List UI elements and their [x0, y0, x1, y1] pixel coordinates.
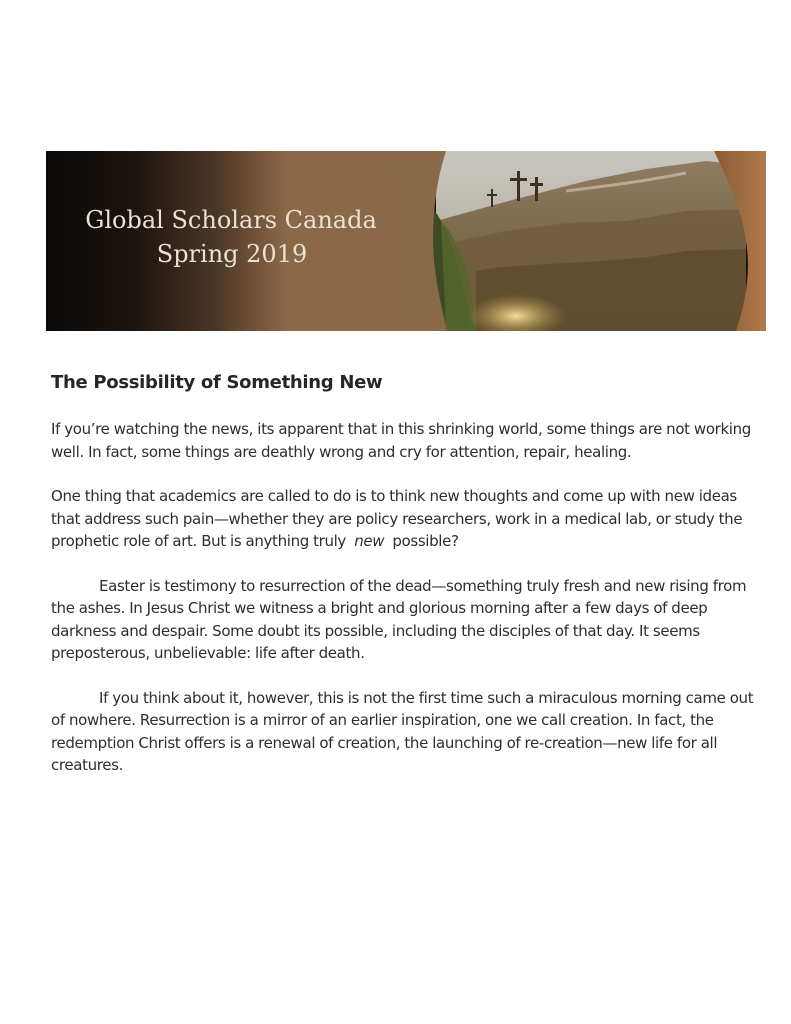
header-banner: [46, 151, 766, 331]
paragraph-4: If you think about it, however, this is not the first time such a miraculous morning came out of nowhere. Resurrection is a mirror of an earlier inspiration, one we call creation. In fact, the redemption Christ offers is a renewal of creation, the launching of re-creation—new life for all creatures.: [51, 688, 754, 774]
banner-title: [82, 203, 382, 271]
paragraph-2-text: One thing that academics are called to do is to think new thoughts and come up with new ideas that address such pain—whether they are policy researchers, work in a medical lab, or study the prophetic role of art. But is anything truly: [51, 487, 743, 550]
paragraph-2: [51, 485, 763, 553]
article-body: [51, 370, 763, 799]
paragraph-1: If you’re watching the news, its apparent that in this shrinking world, some things are not working well. In fact, some things are deathly wrong and cry for attention, repair, healing.: [51, 420, 751, 461]
paragraph-2-end: possible?: [392, 532, 459, 550]
banner-title-line2: Spring 2019: [156, 240, 308, 268]
article-headline: The Possibility of Something New: [51, 372, 383, 393]
banner-title-line1: Global Scholars Canada: [85, 206, 377, 234]
paragraph-2-emphasis: new: [354, 532, 385, 550]
paragraph-3: Easter is testimony to resurrection of the dead—something truly fresh and new rising from the ashes. In Jesus Christ we witness a bright and glorious morning after a few days of deep darkness and despair. Some doubt its possible, including the disciples of that day. It seems preposterous, unbelievable: life after death.: [51, 576, 747, 662]
